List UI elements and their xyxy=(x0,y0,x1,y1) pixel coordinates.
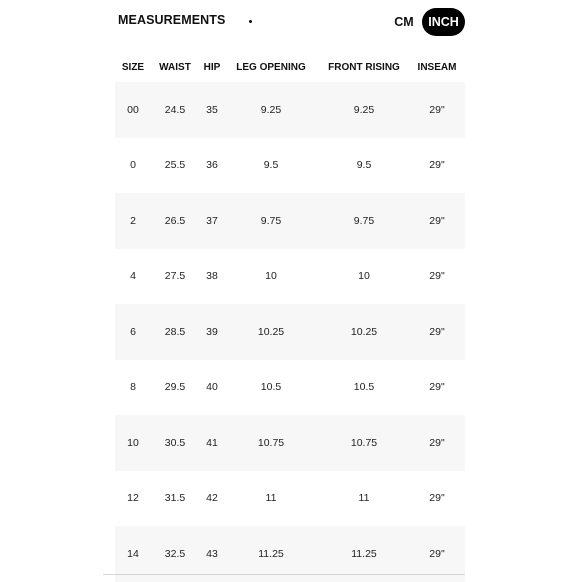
cell-size: 00 xyxy=(127,103,139,116)
cell-leg-opening: 10 xyxy=(265,270,277,283)
table-header-row xyxy=(115,52,465,82)
table-row xyxy=(115,138,465,194)
cell-size: 0 xyxy=(130,159,136,172)
column-header-inseam: INSEAM xyxy=(417,61,457,73)
cell-inseam: 29" xyxy=(429,492,445,505)
cell-waist: 31.5 xyxy=(164,492,186,505)
cell-hip: 40 xyxy=(206,381,218,394)
column-header-size: SIZE xyxy=(121,61,145,73)
cell-leg-opening: 10.75 xyxy=(257,436,285,449)
cell-inseam: 29" xyxy=(429,547,445,560)
table-row xyxy=(115,249,465,305)
cell-hip: 43 xyxy=(206,547,218,560)
column-header-waist: WAIST xyxy=(159,61,191,73)
cell-front-rising: 9.25 xyxy=(353,103,375,116)
cell-front-rising: 10.75 xyxy=(350,436,378,449)
cell-inseam: 29" xyxy=(429,159,445,172)
cell-inseam: 29" xyxy=(429,325,445,338)
cell-front-rising: 9.75 xyxy=(353,214,375,227)
cell-waist: 25.5 xyxy=(164,159,186,172)
cell-inseam: 29" xyxy=(429,103,445,116)
cell-size: 6 xyxy=(130,325,136,338)
cell-leg-opening: 10.25 xyxy=(257,325,285,338)
cell-inseam: 29" xyxy=(429,214,445,227)
table-row xyxy=(115,304,465,360)
size-chart-table xyxy=(115,52,465,582)
cell-hip: 35 xyxy=(206,103,218,116)
cell-leg-opening: 11.25 xyxy=(258,547,284,560)
cell-inseam: 29" xyxy=(429,381,445,394)
measurements-header xyxy=(118,0,466,44)
cell-hip: 39 xyxy=(206,325,218,338)
cell-leg-opening: 9.5 xyxy=(263,159,279,172)
cell-front-rising: 10 xyxy=(358,270,370,283)
unit-inch-toggle[interactable]: INCH xyxy=(422,8,465,36)
cell-waist: 32.5 xyxy=(164,547,186,560)
table-row xyxy=(115,471,465,527)
column-header-leg-opening: LEG OPENING xyxy=(236,61,306,73)
unit-cm-toggle[interactable]: CM xyxy=(394,15,414,29)
cell-hip: 42 xyxy=(206,492,218,505)
cell-front-rising: 10.5 xyxy=(353,381,375,394)
cell-leg-opening: 11 xyxy=(265,492,277,505)
cell-size: 14 xyxy=(127,547,139,560)
table-row xyxy=(115,360,465,416)
column-header-front-rising: FRONT RISING xyxy=(328,61,400,73)
cell-front-rising: 10.25 xyxy=(350,325,378,338)
cell-inseam: 29" xyxy=(429,270,445,283)
cell-waist: 26.5 xyxy=(164,214,186,227)
cell-size: 4 xyxy=(130,270,136,283)
cell-waist: 28.5 xyxy=(164,325,186,338)
column-header-hip: HIP xyxy=(203,61,221,73)
cell-leg-opening: 9.25 xyxy=(260,103,282,116)
cell-leg-opening: 9.75 xyxy=(260,214,282,227)
measurements-dropdown-label[interactable]: MEASUREMENTS xyxy=(118,13,226,27)
cell-waist: 24.5 xyxy=(164,103,186,116)
cell-front-rising: 11.25 xyxy=(351,547,377,560)
cell-hip: 37 xyxy=(206,214,218,227)
table-row xyxy=(115,82,465,138)
table-row xyxy=(115,193,465,249)
cell-inseam: 29" xyxy=(429,436,445,449)
cell-hip: 36 xyxy=(206,159,218,172)
dropdown-indicator-icon[interactable] xyxy=(249,20,252,23)
cell-front-rising: 9.5 xyxy=(356,159,372,172)
cell-waist: 30.5 xyxy=(164,436,186,449)
cell-front-rising: 11 xyxy=(358,492,370,505)
cell-hip: 38 xyxy=(206,270,218,283)
cell-size: 10 xyxy=(127,436,139,449)
table-bottom-divider xyxy=(103,574,465,575)
table-row xyxy=(115,415,465,471)
cell-size: 8 xyxy=(130,381,136,394)
cell-size: 2 xyxy=(130,214,136,227)
cell-waist: 29.5 xyxy=(164,381,186,394)
cell-size: 12 xyxy=(127,492,139,505)
cell-waist: 27.5 xyxy=(164,270,186,283)
cell-hip: 41 xyxy=(206,436,218,449)
cell-leg-opening: 10.5 xyxy=(260,381,282,394)
